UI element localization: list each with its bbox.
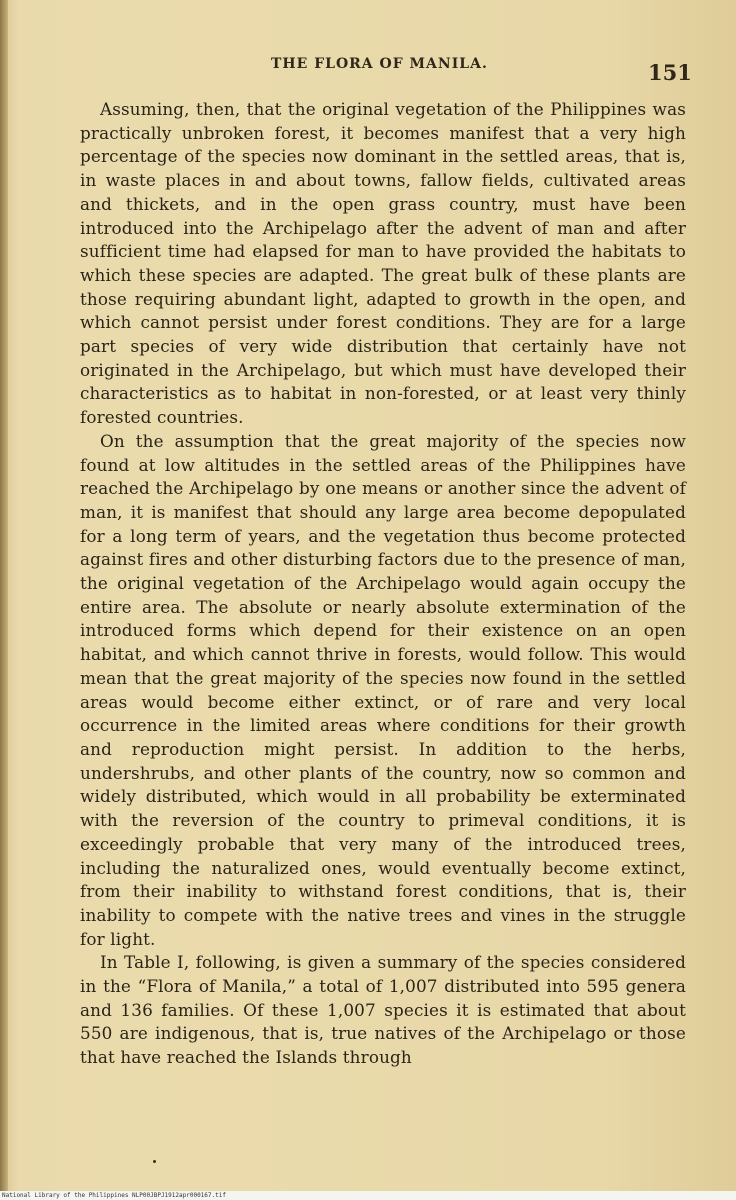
body-text — [80, 98, 686, 1070]
paragraph-1: Assuming, then, that the original vegetation of the Philippines was practically unbroken forest, it becomes manifest that a very high percentage of the species now dominant in the settled areas, that is, in waste places in and about towns, fallow fields, cultivated areas and thickets, and in the open grass country, must have been introduced into the Archipelago after the advent of man and after sufficient time had elapsed for man to have provided the habitats to which these species are adapted. The great bulk of these plants are those requiring abundant light, adapted to growth in the open, and which cannot persist under forest conditions. They are for a large part species of very wide distribution that certainly have not originated in the Archipelago, but which must have developed their characteristics as to habitat in non-forested, or at least very thinly forested countries. — [80, 99, 686, 428]
ink-speck — [153, 1160, 156, 1163]
binding-shadow — [0, 0, 8, 1200]
running-head — [0, 56, 736, 85]
scan-credit: National Library of the Philippines NLP00JBPJ1912apr000167.tif — [2, 1192, 226, 1199]
paragraph-3: In Table I, following, is given a summary of the species considered in the “Flora of Manila,” a total of 1,007 distributed into 595 genera and 136 families. Of these 1,007 species it is estimated that about 550 are indigenous, that is, true natives of the Archipelago or those that have reached the Islands through — [80, 952, 686, 1068]
page-number: 151 — [648, 60, 692, 85]
paragraph-2: On the assumption that the great majority of the species now found at low altitudes in the settled areas of the Philippines have reached the Archipelago by one means or another since the advent of man, it is manifest that should any large area become depopulated for a long term of years, and the vegetation thus become protected against fires and other disturbing factors due to the presence of man, the original vegetation of the Archipelago would again occupy the entire area. The absolute or nearly absolute extermination of the introduced forms which depend for their existence on an open habitat, and which cannot thrive in forests, would follow. This would mean that the great majority of the species now found in the settled areas would become either extinct, or of rare and very local occurrence in the limited areas where conditions for their growth and reproduction might persist. In addition to the herbs, undershrubs, and other plants of the country, now so common and widely distributed, which would in all probability be exterminated with the reversion of the country to primeval conditions, it is exceedingly probable that very many of the introduced trees, including the naturalized ones, would eventually become extinct, from their inability to withstand forest conditions, that is, their inability to compete with the native trees and vines in the struggle for light. — [80, 430, 686, 949]
running-title: THE FLORA OF MANILA. — [271, 56, 488, 72]
scan-footer-bar — [0, 1191, 736, 1200]
